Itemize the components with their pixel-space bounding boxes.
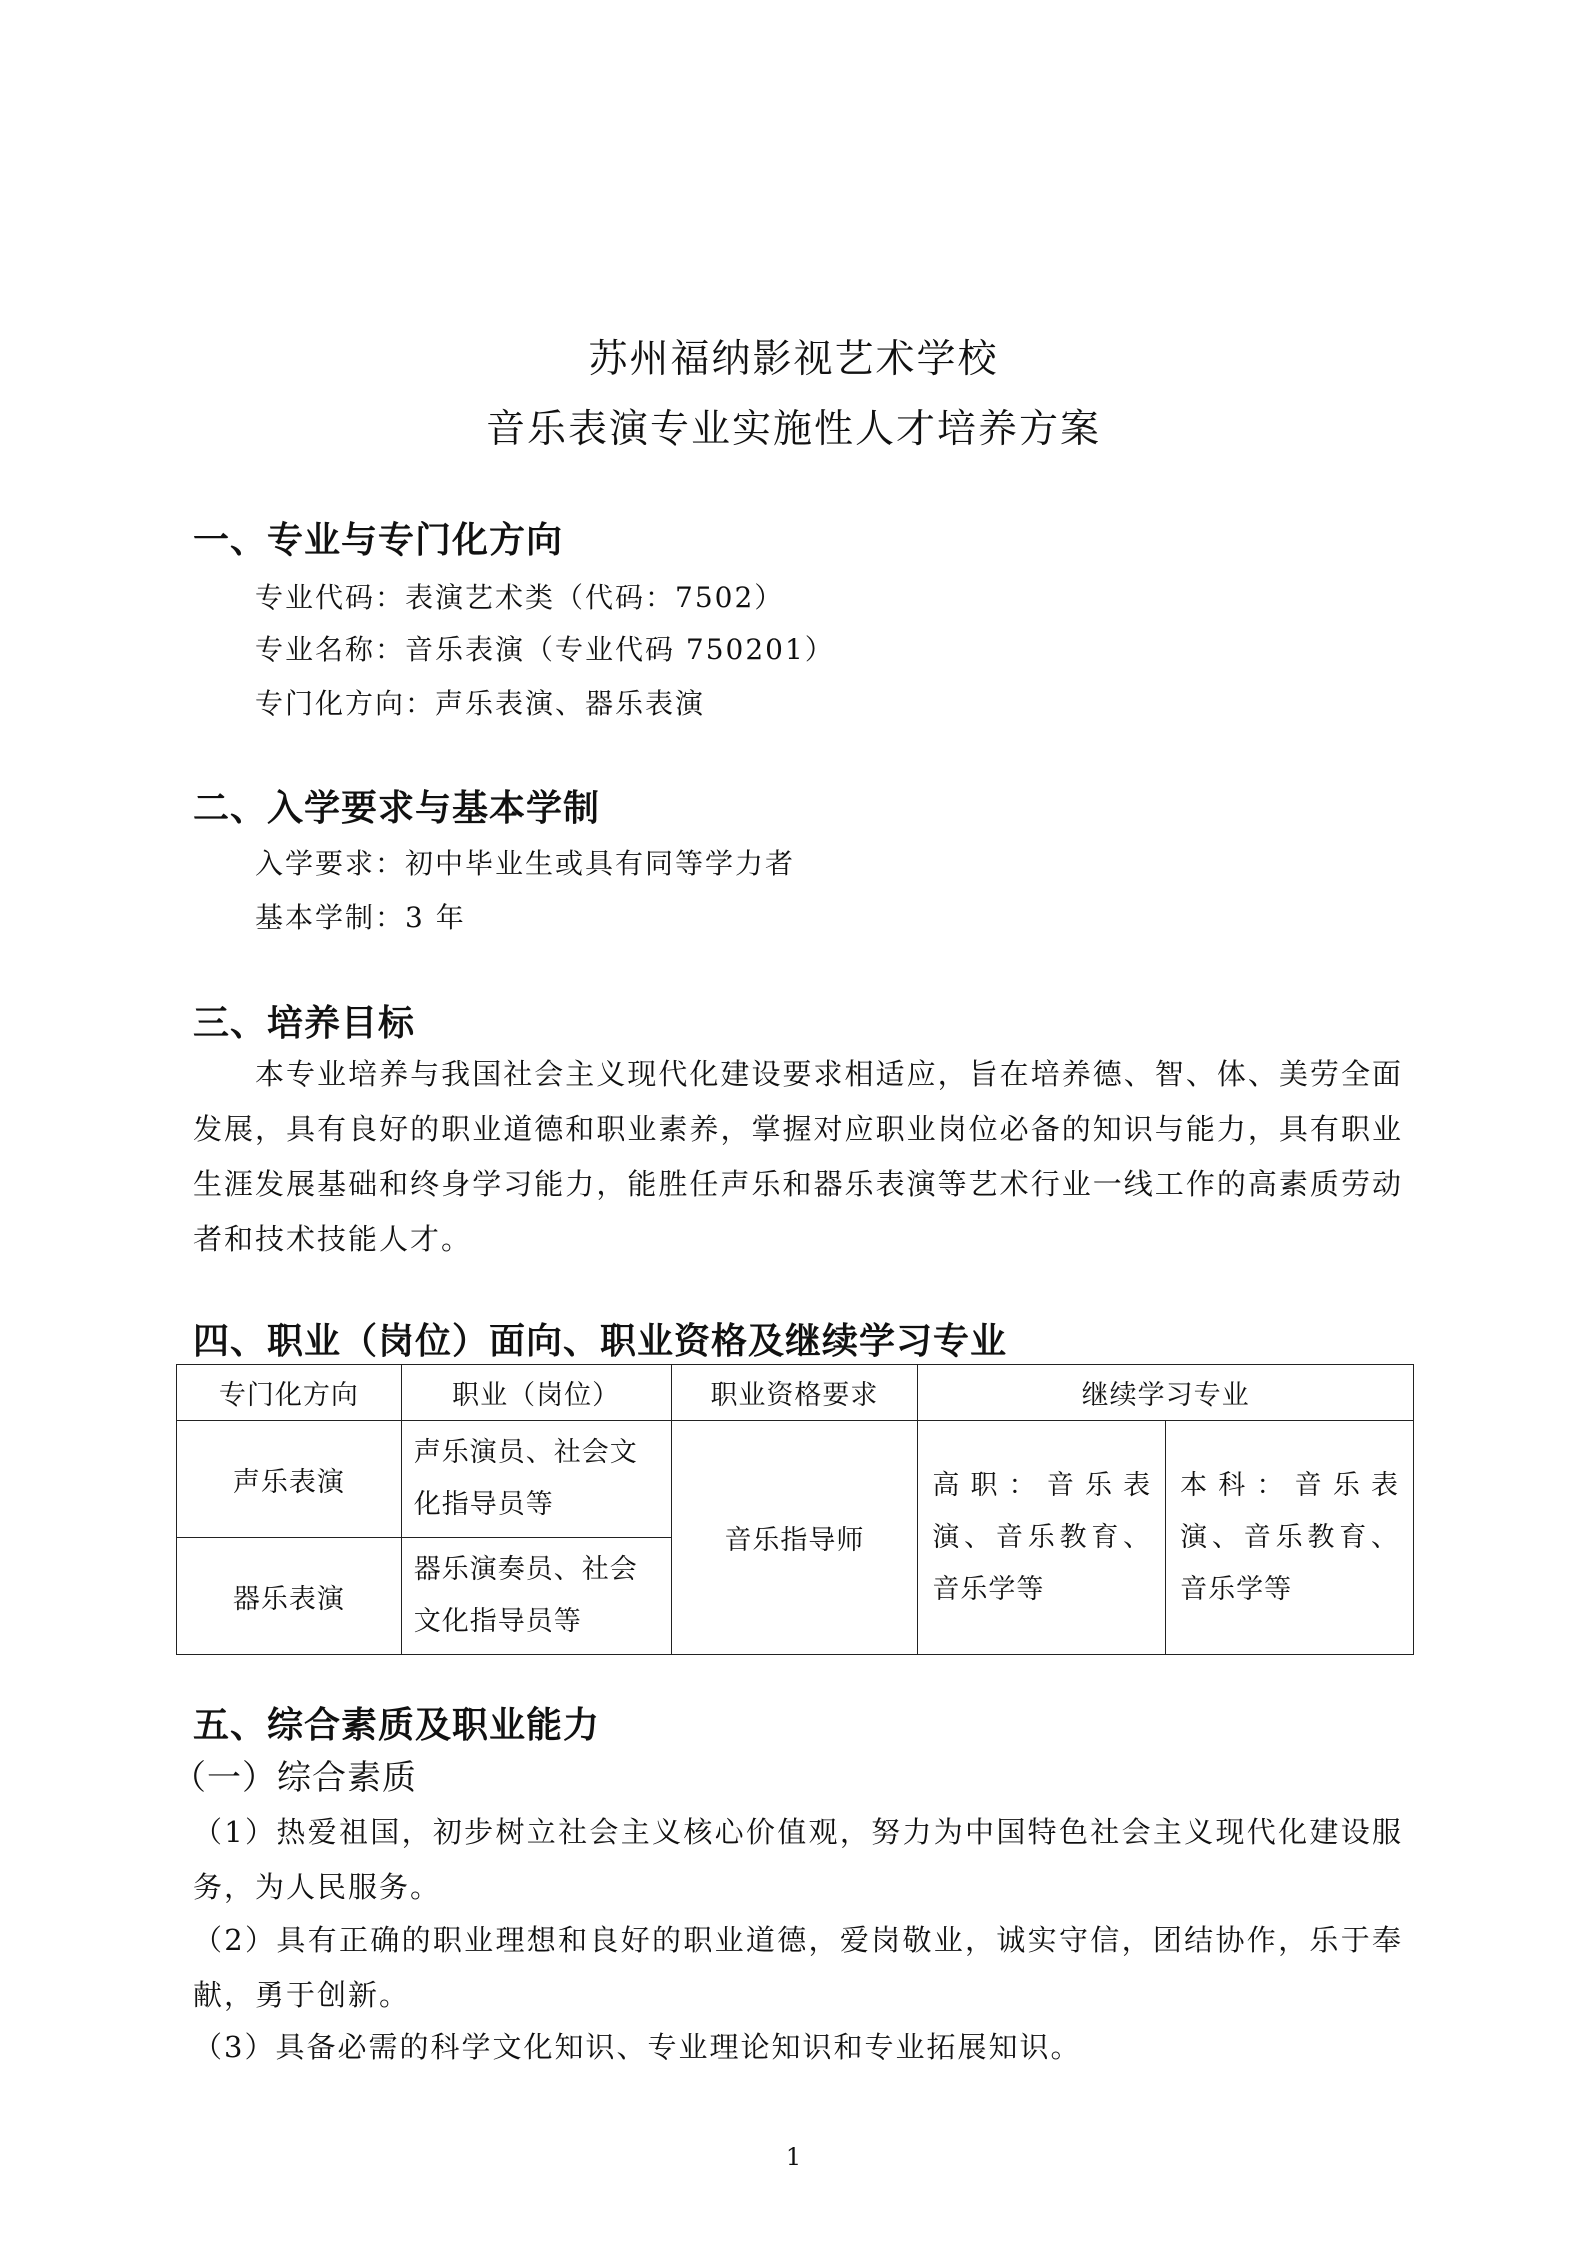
plan-title: 音乐表演专业实施性人才培养方案	[485, 407, 1101, 452]
major-category-code: 专业代码：表演艺术类（代码：7502）	[255, 581, 785, 614]
subsection-comprehensive-quality: （一）综合素质	[172, 1758, 417, 1798]
section3-heading: 三、培养目标	[193, 1002, 416, 1044]
header-qualification: 职业资格要求	[671, 1365, 918, 1421]
quality-item-1: （1）热爱祖国，初步树立社会主义核心价值观，努力为中国特色社会主义现代化建设服务，为人民服务。	[193, 1815, 1403, 1904]
career-table-header-row	[177, 1365, 1414, 1421]
row-direction: 声乐表演	[177, 1421, 402, 1538]
section1-heading: 一、专业与专门化方向	[193, 519, 564, 561]
page-number: 1	[785, 2143, 802, 2171]
qualification-cell: 音乐指导师	[671, 1421, 918, 1655]
school-name: 苏州福纳影视艺术学校	[588, 337, 999, 382]
header-job: 职业（岗位）	[401, 1365, 671, 1421]
quality-item-3: （3）具备必需的科学文化知识、专业理论知识和专业拓展知识。	[193, 2030, 1082, 2064]
row-job: 器乐演奏员、社会文化指导员等	[401, 1538, 671, 1655]
row-direction: 器乐表演	[177, 1538, 402, 1655]
header-direction: 专门化方向	[177, 1365, 402, 1421]
specialization-direction: 专门化方向：声乐表演、器乐表演	[255, 687, 706, 720]
table-row	[177, 1421, 1414, 1538]
study-duration: 基本学制：3 年	[255, 901, 466, 934]
header-further-study: 继续学习专业	[918, 1365, 1414, 1421]
admission-requirement: 入学要求：初中毕业生或具有同等学力者	[255, 847, 796, 880]
quality-item-2: （2）具有正确的职业理想和良好的职业道德，爱岗敬业，诚实守信，团结协作，乐于奉献，勇于创新。	[193, 1923, 1403, 2012]
section2-heading: 二、入学要求与基本学制	[193, 787, 601, 829]
further-bachelor-cell: 本科：音乐表演、音乐教育、音乐学等	[1166, 1421, 1414, 1655]
major-name: 专业名称：音乐表演（专业代码 750201）	[255, 633, 835, 666]
training-objective-paragraph: 本专业培养与我国社会主义现代化建设要求相适应，旨在培养德、智、体、美劳全面发展，具有良好的职业道德和职业素养，掌握对应职业岗位必备的知识与能力，具有职业生涯发展基础和终身学习能力，能胜任声乐和器乐表演等艺术行业一线工作的高素质劳动者和技术技能人才。	[193, 1057, 1403, 1256]
section5-heading: 五、综合素质及职业能力	[193, 1704, 601, 1746]
row-job: 声乐演员、社会文化指导员等	[401, 1421, 671, 1538]
further-vocational-cell: 高职：音乐表演、音乐教育、音乐学等	[918, 1421, 1166, 1655]
section4-heading: 四、职业（岗位）面向、职业资格及继续学习专业	[193, 1320, 1008, 1362]
career-table	[176, 1364, 1414, 1655]
